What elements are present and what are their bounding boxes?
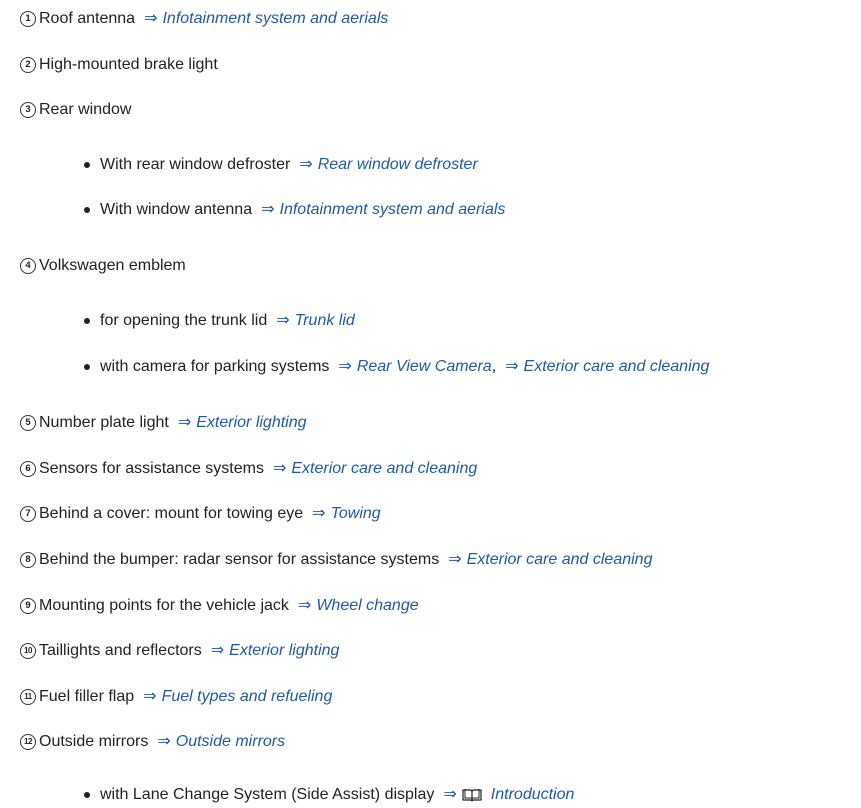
link-introduction[interactable]: Introduction	[490, 786, 575, 803]
legend-item-1	[20, 9, 388, 29]
reference-arrow: ⇒	[272, 460, 287, 477]
reference-arrow: ⇒	[297, 597, 312, 614]
link-outside-mirrors[interactable]: Outside mirrors	[175, 733, 286, 750]
legend-item-6	[20, 459, 477, 479]
reference-arrow: ⇒	[261, 201, 275, 218]
item-label: Behind the bumper: radar sensor for assistance systems	[39, 551, 440, 568]
reference-arrow: ⇒	[299, 156, 313, 173]
bullet	[84, 318, 90, 324]
sub-item-label: with camera for parking systems	[100, 358, 330, 375]
item-label: Fuel filler flap	[39, 688, 135, 705]
reference-arrow: ⇒	[505, 358, 519, 375]
legend-item-9	[20, 596, 419, 616]
link-rear-window-defroster[interactable]: Rear window defroster	[317, 156, 478, 173]
bullet	[84, 207, 90, 213]
sub-item	[84, 785, 574, 805]
separator: ,	[491, 358, 497, 375]
link-wheel-change[interactable]: Wheel change	[316, 597, 419, 614]
link-exterior-care[interactable]: Exterior care and cleaning	[466, 551, 653, 568]
legend-item-10	[20, 641, 339, 661]
bullet	[84, 162, 90, 168]
sub-item	[84, 200, 505, 220]
legend-item-3	[20, 100, 131, 120]
reference-arrow: ⇒	[143, 688, 157, 705]
sub-item-label: With window antenna	[100, 201, 253, 218]
legend-item-8	[20, 550, 652, 570]
item-number-badge: 4	[20, 258, 36, 274]
item-label: Roof antenna	[39, 10, 136, 27]
reference-arrow: ⇒	[177, 414, 192, 431]
link-fuel-types[interactable]: Fuel types and refueling	[161, 688, 333, 705]
item-label: High-mounted brake light	[39, 56, 218, 73]
sub-item	[84, 311, 355, 331]
link-trunk-lid[interactable]: Trunk lid	[294, 312, 355, 329]
link-towing[interactable]: Towing	[330, 505, 381, 522]
item-number-badge: 3	[20, 102, 36, 118]
link-exterior-lighting[interactable]: Exterior lighting	[229, 642, 340, 659]
item-label: Number plate light	[39, 414, 169, 431]
item-number-badge: 7	[20, 506, 36, 522]
reference-arrow: ⇒	[144, 10, 158, 27]
link-exterior-care[interactable]: Exterior care and cleaning	[523, 358, 710, 375]
reference-arrow: ⇒	[448, 551, 462, 568]
sub-item-label: With rear window defroster	[100, 156, 291, 173]
reference-arrow: ⇒	[157, 733, 171, 750]
item-label: Taillights and reflectors	[39, 642, 202, 659]
link-rear-view-camera[interactable]: Rear View Camera	[356, 358, 492, 375]
item-number-badge: 8	[20, 552, 36, 568]
link-infotainment[interactable]: Infotainment system and aerials	[279, 201, 506, 218]
item-number-badge: 5	[20, 415, 36, 431]
legend-item-7	[20, 504, 381, 524]
item-label: Volkswagen emblem	[39, 257, 186, 274]
book-icon	[462, 788, 482, 802]
reference-arrow: ⇒	[276, 312, 290, 329]
legend-item-5	[20, 413, 307, 433]
item-label: Mounting points for the vehicle jack	[39, 597, 289, 614]
item-label: Behind a cover: mount for towing eye	[39, 505, 304, 522]
legend-item-11	[20, 687, 332, 707]
legend-item-12	[20, 732, 285, 752]
link-exterior-care[interactable]: Exterior care and cleaning	[291, 460, 478, 477]
item-number-badge: 6	[20, 461, 36, 477]
reference-arrow: ⇒	[338, 358, 352, 375]
item-label: Sensors for assistance systems	[39, 460, 264, 477]
bullet	[84, 364, 90, 370]
item-label: Outside mirrors	[39, 733, 149, 750]
bullet	[84, 792, 90, 798]
legend-item-4	[20, 256, 186, 276]
item-number-badge: 10	[20, 643, 36, 659]
sub-item-label: for opening the trunk lid	[100, 312, 268, 329]
item-number-badge: 2	[20, 57, 36, 73]
item-number-badge: 12	[20, 734, 36, 750]
legend-item-2	[20, 55, 218, 75]
reference-arrow: ⇒	[443, 786, 457, 803]
sub-item	[84, 357, 709, 377]
item-label: Rear window	[39, 101, 132, 118]
item-number-badge: 11	[20, 689, 36, 705]
reference-arrow: ⇒	[210, 642, 225, 659]
sub-item-label: with Lane Change System (Side Assist) display	[100, 786, 435, 803]
link-exterior-lighting[interactable]: Exterior lighting	[196, 414, 307, 431]
item-number-badge: 9	[20, 598, 36, 614]
link-infotainment[interactable]: Infotainment system and aerials	[162, 10, 389, 27]
sub-item	[84, 155, 478, 175]
item-number-badge: 1	[20, 11, 36, 27]
reference-arrow: ⇒	[312, 505, 326, 522]
